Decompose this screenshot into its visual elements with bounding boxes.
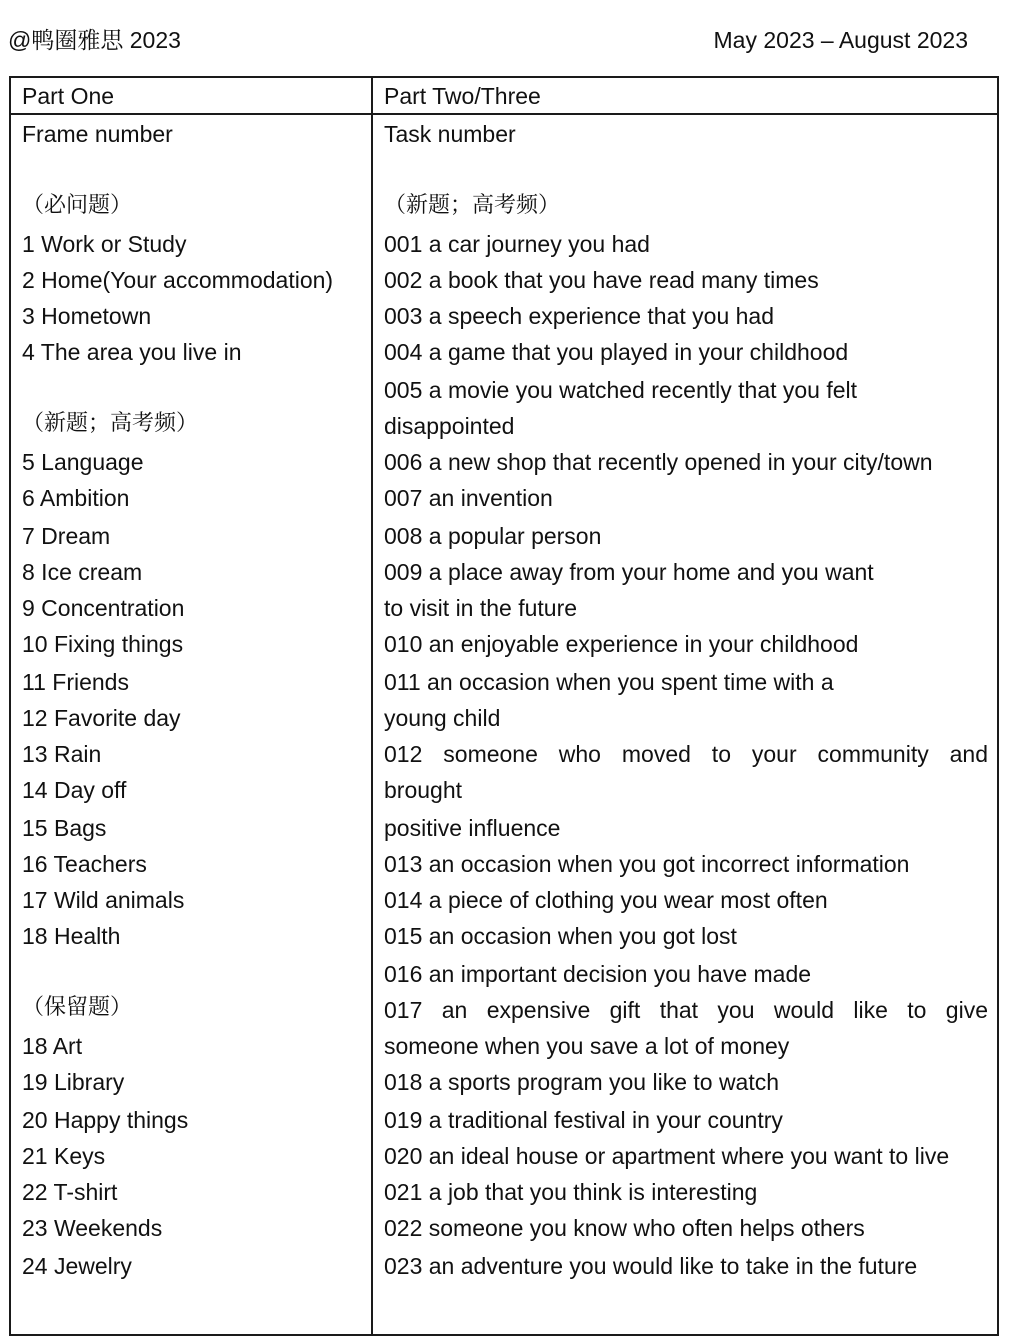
part-one-topic: 18 Health — [22, 923, 121, 949]
task-line: 006 a new shop that recently opened in your city/town — [384, 449, 933, 475]
task-line: 019 a traditional festival in your country — [384, 1107, 783, 1133]
task-line: 020 an ideal house or apartment where you want to live — [384, 1143, 950, 1169]
task-line: 022 someone you know who often helps others — [384, 1215, 865, 1241]
part-one-topic: 4 The area you live in — [22, 339, 242, 365]
part-one-topic: 7 Dream — [22, 523, 111, 549]
task-line: 004 a game that you played in your childhood — [384, 339, 849, 365]
part-one-topic: 1 Work or Study — [22, 231, 187, 257]
part-one-topic: 9 Concentration — [22, 595, 185, 621]
task-line: 016 an important decision you have made — [384, 961, 812, 987]
part-one-topic: 6 Ambition — [22, 485, 130, 511]
part-one-topic: 10 Fixing things — [22, 631, 184, 657]
part-one-topic: 20 Happy things — [22, 1107, 189, 1133]
part-one-topic: 22 T-shirt — [22, 1179, 118, 1205]
part-one-subtitle: Frame number — [22, 121, 173, 147]
part-one-topic: 18 Art — [22, 1033, 83, 1059]
task-line: 012 someone who moved to your community and — [384, 741, 988, 767]
task-line: 014 a piece of clothing you wear most often — [384, 887, 828, 913]
task-line: 008 a popular person — [384, 523, 602, 549]
part-one-topic: 3 Hometown — [22, 303, 152, 329]
task-line: 009 a place away from your home and you want — [384, 559, 874, 585]
header-row-divider — [9, 113, 999, 115]
part-one-topic: 15 Bags — [22, 815, 107, 841]
section-required-label: （必问题） — [22, 193, 133, 218]
part-one-topic: 21 Keys — [22, 1143, 106, 1169]
task-line: 021 a job that you think is interesting — [384, 1179, 758, 1205]
part-one-topic: 19 Library — [22, 1069, 125, 1095]
task-line: 010 an enjoyable experience in your childhood — [384, 631, 859, 657]
part-one-topic: 8 Ice cream — [22, 559, 143, 585]
part-two-three-header: Part Two/Three — [384, 83, 541, 109]
task-line: 001 a car journey you had — [384, 231, 650, 257]
task-line: 015 an occasion when you got lost — [384, 923, 737, 949]
document-source-label: @鸭圈雅思 2023 — [8, 27, 181, 53]
section-new-label: （新题；高考频） — [384, 193, 561, 218]
part-one-topic: 23 Weekends — [22, 1215, 163, 1241]
part-one-topic: 14 Day off — [22, 777, 127, 803]
date-range-label: May 2023 – August 2023 — [713, 27, 968, 53]
task-line: disappointed — [384, 413, 515, 439]
task-line: 007 an invention — [384, 485, 553, 511]
part-two-subtitle: Task number — [384, 121, 516, 147]
task-line: 013 an occasion when you got incorrect information — [384, 851, 910, 877]
section-retained-label: （保留题） — [22, 995, 133, 1020]
part-one-topic: 2 Home(Your accommodation) — [22, 267, 334, 293]
task-line: young child — [384, 705, 501, 731]
task-line: 017 an expensive gift that you would like to give — [384, 997, 988, 1023]
task-line: someone when you save a lot of money — [384, 1033, 790, 1059]
task-line: positive influence — [384, 815, 561, 841]
task-line: 003 a speech experience that you had — [384, 303, 775, 329]
task-line: brought — [384, 777, 463, 803]
part-one-topic: 13 Rain — [22, 741, 102, 767]
task-line: 023 an adventure you would like to take in the future — [384, 1253, 918, 1279]
part-one-topic: 17 Wild animals — [22, 887, 185, 913]
task-line: 018 a sports program you like to watch — [384, 1069, 780, 1095]
part-one-topic: 24 Jewelry — [22, 1253, 132, 1279]
task-line: 005 a movie you watched recently that you felt — [384, 377, 858, 403]
task-line: to visit in the future — [384, 595, 578, 621]
part-one-topic: 12 Favorite day — [22, 705, 181, 731]
part-one-header: Part One — [22, 83, 115, 109]
column-divider — [371, 76, 373, 1336]
part-one-topic: 11 Friends — [22, 669, 129, 695]
part-one-topic: 16 Teachers — [22, 851, 147, 877]
task-line: 002 a book that you have read many times — [384, 267, 819, 293]
task-line: 011 an occasion when you spent time with a — [384, 669, 834, 695]
part-one-topic: 5 Language — [22, 449, 144, 475]
section-new-label: （新题；高考频） — [22, 411, 199, 436]
